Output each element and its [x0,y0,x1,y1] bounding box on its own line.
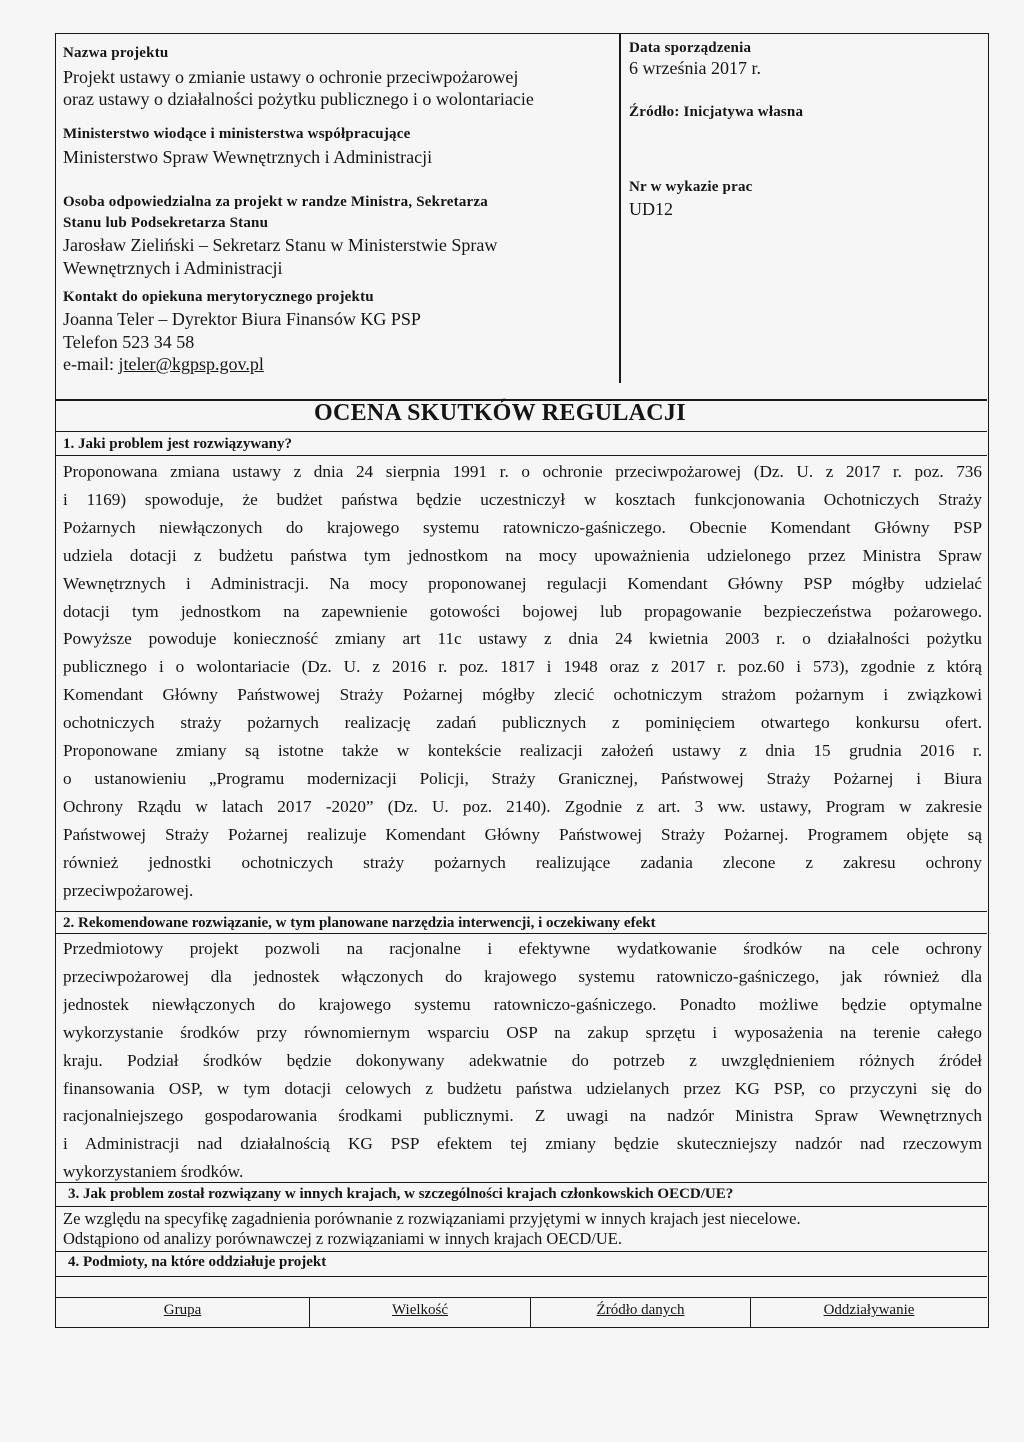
contact-email-row [63,354,264,375]
section2-line: finansowania OSP, w tym dotacji celowych z budżetu państwa udzielanych przez KG PSP, co przyczyni się do [63,1078,982,1098]
section1-body [63,458,982,905]
section3-title: 3. Jak problem został rozwiązany w innych krajach, w szczególności krajach członkowskich OECD/UE? [68,1186,734,1202]
contact-email-prefix: e-mail: [63,354,119,374]
contact-phone: Telefon 523 34 58 [63,332,195,352]
section2-line: Przedmiotowy projekt pozwoli na racjonalne i efektywne wydatkowanie środków na cele ochrony [63,939,982,958]
section1-line: również jednostki ochotniczych straży pożarnych realizujące zadania zlecone z zakresu ochrony [63,852,982,872]
section1-line: udziela dotacji z budżetu państwa tym jednostkom na mocy upoważnienia udzielonego przez Ministra Spraw [63,545,982,565]
date-value: 6 września 2017 r. [629,58,761,78]
source-label: Źródło: Inicjatywa własna [629,104,804,120]
section1-line: publicznego i o wolontariacie (Dz. U. z 2016 r. poz. 1817 i 1948 oraz z 2017 r. poz.60 i 573), zgodnie z którą [63,657,982,677]
date-label: Data sporządzenia [629,40,752,56]
section3-line: Ze względu na specyfikę zagadnienia porównanie z rozwiązaniami przyjętymi w innych krajach jest niecelowe. [63,1209,801,1228]
table-header-group: Grupa [163,1302,202,1318]
table-header-impact: Oddziaływanie [823,1302,915,1318]
section1-line: i 1169) spowoduje, że budżet państwa będzie uczestniczył w kosztach funkcjonowania Ochotniczych Straży [63,489,982,509]
section2-top-rule [56,911,987,912]
main-title: OCENA SKUTKÓW REGULACJI [314,400,686,426]
section3-line: Odstąpiono od analizy porównawczej z rozwiązaniami w innych krajach OECD/UE. [63,1229,622,1248]
section1-line: Pożarnych niewłączonych do krajowego systemu ratowniczo-gaśniczego. Obecnie Komendant Główny PSP [63,517,982,537]
ministry-label: Ministerstwo wiodące i ministerstwa współpracujące [63,126,411,142]
section2-line: przeciwpożarowej dla jednostek włączonych do krajowego systemu ratowniczo-gaśniczego, jak również dla [63,966,982,986]
header-divider-vertical [619,34,621,383]
section1-line: ochotniczych straży pożarnych realizację zadań publicznych z pominięciem otwartego konkursu ofert. [63,713,982,733]
project-name-label: Nazwa projektu [63,45,169,61]
section1-title-rule [56,455,987,456]
section3-title-rule [56,1206,987,1207]
section1-line: dotacji tym jednostkom na zapewnienie gotowości bojowej lub propagowanie bezpieczeństwa pożarowego. [63,601,982,621]
section1-line: o ustanowieniu „Programu modernizacji Policji, Straży Granicznej, Państwowej Straży Pożarnej i Biura [63,768,982,788]
project-name-line1: Projekt ustawy o zmianie ustawy o ochronie przeciwpożarowej [63,67,519,87]
section2-line: i Administracji nad działalnością KG PSP efektem tej zmiany będzie skuteczniejszy nadzór nad rzeczowym [63,1134,982,1154]
section3-body [63,1209,982,1249]
ministry-value: Ministerstwo Spraw Wewnętrznych i Administracji [63,147,433,167]
section1-line: Wewnętrznych i Administracji. Na mocy proponowanej regulacji Komendant Główny PSP mógłby udzielać [63,573,982,593]
responsible-label-line1: Osoba odpowiedzialna za projekt w randze Ministra, Sekretarza [63,194,488,210]
section4-title-rule [56,1276,987,1277]
worklist-value: UD12 [629,199,673,219]
section4-top-rule [56,1251,987,1252]
title-bottom-rule [56,431,987,432]
section2-line: wykorzystanie środków przy równomiernym wsparciu OSP na zakup sprzętu i wyposażenia na terenie całego [63,1022,982,1042]
contact-email-link[interactable]: jteler@kgpsp.gov.pl [118,354,264,374]
section1-line: Powyższe powoduje konieczność zmiany art 11c ustawy z dnia 24 kwietnia 2003 r. o działalności pożytku [63,629,982,649]
section4-table-top-rule [56,1297,987,1298]
table-header-data-source: Źródło danych [596,1302,685,1318]
section1-title: 1. Jaki problem jest rozwiązywany? [63,436,293,452]
table-header-size: Wielkość [391,1302,449,1318]
section1-line: Proponowane zmiany są istotne także w kontekście realizacji założeń ustawy z dnia 15 grudnia 2016 r. [63,741,982,761]
section3-top-rule [56,1182,987,1183]
responsible-value-line1: Jarosław Zieliński – Sekretarz Stanu w Ministerstwie Spraw [63,235,498,255]
section1-line: Państwowej Straży Pożarnej realizuje Komendant Główny Państwowej Straży Pożarnej. Programem objęte są [63,824,982,844]
worklist-label: Nr w wykazie prac [629,179,753,195]
contact-label: Kontakt do opiekuna merytorycznego projektu [63,289,374,305]
section2-line: racjonalniejszego gospodarowania środkami publicznymi. Z uwagi na nadzór Ministra Spraw Wewnętrznych [63,1106,982,1126]
section1-line: Proponowana zmiana ustawy z dnia 24 sierpnia 1991 r. o ochronie przeciwpożarowej (Dz. U. z 2017 r. poz. 736 [63,462,982,481]
section1-line: Komendant Główny Państwowej Straży Pożarnej mógłby zlecić ochotniczym strażom pożarnym i związkowi [63,685,982,705]
section1-line: Ochrony Rządu w latach 2017 -2020” (Dz. U. poz. 2140). Zgodnie z art. 3 ww. ustawy, Program w zakresie [63,796,982,816]
section1-line: przeciwpożarowej. [63,880,194,900]
responsible-value-line2: Wewnętrznych i Administracji [63,258,283,278]
responsible-label-line2: Stanu lub Podsekretarza Stanu [63,215,269,231]
section4-title: 4. Podmioty, na które oddziałuje projekt [68,1254,327,1270]
section2-line: jednostek niewłączonych do krajowego systemu ratowniczo-gaśniczego. Ponadto możliwe będzie optymalne [63,994,982,1014]
section2-title-rule [56,933,987,934]
section2-line: kraju. Podział środków będzie dokonywany adekwatnie do potrzeb z uwzględnieniem różnych źródeł [63,1050,982,1070]
contact-name: Joanna Teler – Dyrektor Biura Finansów KG PSP [63,309,421,329]
section2-line: wykorzystaniem środków. [63,1162,244,1182]
project-name-line2: oraz ustawy o działalności pożytku publicznego i o wolontariacie [63,89,534,109]
osr-document [55,33,989,1328]
section2-body [63,935,982,1186]
section2-title: 2. Rekomendowane rozwiązanie, w tym planowane narzędzia interwencji, i oczekiwany efekt [63,915,656,931]
